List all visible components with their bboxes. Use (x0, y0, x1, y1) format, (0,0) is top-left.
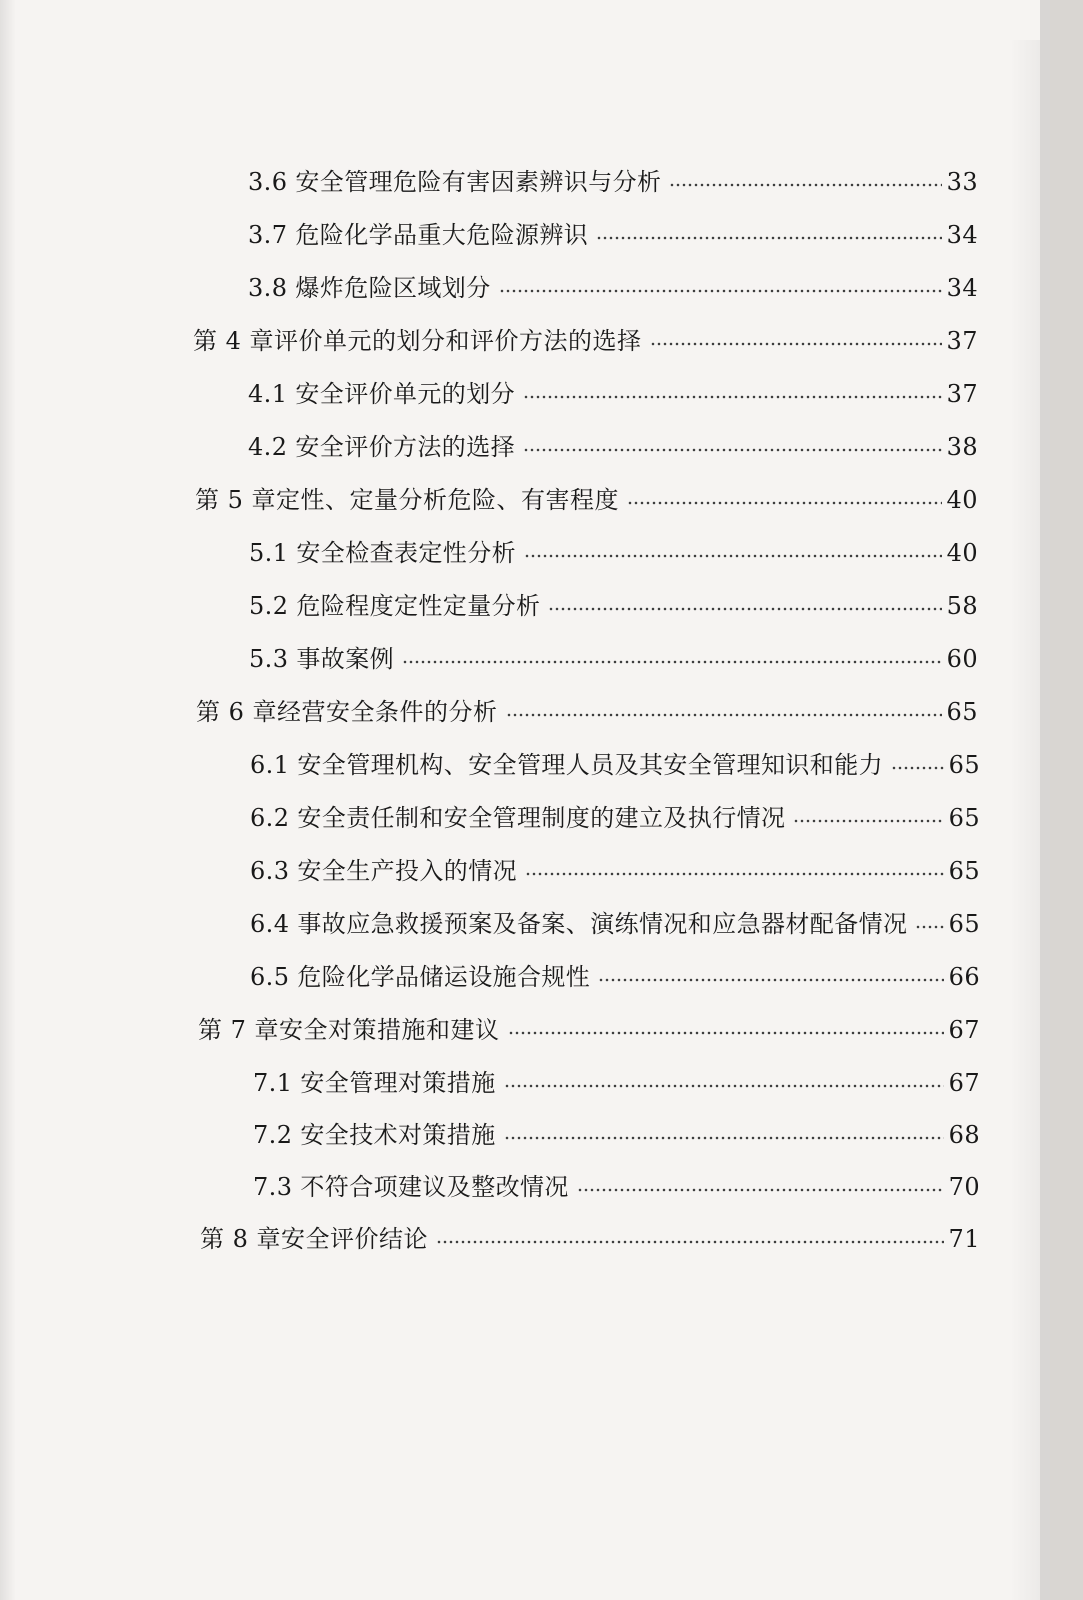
toc-entry-3-8 (248, 261, 978, 301)
toc-dot-leader (523, 392, 942, 402)
toc-entry-title: 4.1 安全评价单元的划分 (248, 379, 515, 408)
toc-dot-leader (499, 286, 942, 296)
toc-entry-7-3 (253, 1160, 980, 1200)
toc-entry-7-2 (253, 1108, 980, 1148)
toc-page-number: 38 (946, 432, 978, 461)
toc-entry-3-6 (248, 155, 978, 195)
toc-entry-title: 5.2 危险程度定性定量分析 (249, 591, 541, 620)
toc-dot-leader (524, 551, 942, 561)
toc-entry-title: 4.2 安全评价方法的选择 (248, 432, 515, 461)
toc-entry-chapter-6 (196, 685, 978, 725)
toc-entry-title: 3.8 爆炸危险区域划分 (248, 273, 491, 302)
toc-entry-title: 第 5 章定性、定量分析危险、有害程度 (195, 485, 620, 514)
toc-entry-title: 3.6 安全管理危险有害因素辨识与分析 (248, 167, 662, 196)
toc-page-number: 37 (946, 326, 978, 355)
toc-entry-title: 第 7 章安全对策措施和建议 (198, 1015, 500, 1044)
toc-entry-chapter-8 (200, 1212, 980, 1252)
toc-entry-title: 6.2 安全责任制和安全管理制度的建立及执行情况 (250, 803, 786, 832)
toc-dot-leader (523, 445, 942, 455)
toc-entry-title: 第 8 章安全评价结论 (200, 1224, 429, 1253)
toc-page-number: 67 (948, 1068, 980, 1097)
toc-page-number: 71 (948, 1224, 980, 1253)
toc-page-number: 65 (948, 803, 980, 832)
toc-page-number: 70 (948, 1172, 980, 1201)
toc-dot-leader (525, 869, 944, 879)
toc-page-number: 65 (946, 697, 978, 726)
toc-entry-title: 6.4 事故应急救援预案及备案、演练情况和应急器材配备情况 (250, 909, 908, 938)
toc-page-number: 65 (948, 856, 980, 885)
toc-entry-chapter-4 (193, 314, 978, 354)
toc-entry-3-7 (248, 208, 978, 248)
toc-dot-leader (506, 710, 942, 720)
toc-dot-leader (627, 498, 942, 508)
toc-entry-title: 第 6 章经营安全条件的分析 (196, 697, 498, 726)
toc-entry-title: 7.1 安全管理对策措施 (253, 1068, 496, 1097)
toc-dot-leader (548, 604, 942, 614)
toc-page-number: 68 (948, 1120, 980, 1149)
toc-dot-leader (504, 1081, 944, 1091)
toc-entry-6-5 (250, 950, 980, 990)
toc-dot-leader (793, 816, 944, 826)
toc-entry-chapter-5 (195, 473, 978, 513)
toc-entry-chapter-7 (198, 1003, 980, 1043)
toc-dot-leader (402, 657, 942, 667)
toc-page-number: 58 (946, 591, 978, 620)
toc-entry-title: 第 4 章评价单元的划分和评价方法的选择 (193, 326, 642, 355)
toc-entry-6-3 (250, 844, 980, 884)
toc-dot-leader (669, 180, 942, 190)
toc-entry-title: 6.3 安全生产投入的情况 (250, 856, 517, 885)
toc-page-number: 65 (948, 750, 980, 779)
toc-dot-leader (504, 1133, 944, 1143)
toc-dot-leader (596, 233, 942, 243)
toc-entry-5-2 (249, 579, 978, 619)
toc-dot-leader (598, 975, 944, 985)
toc-page-number: 34 (946, 220, 978, 249)
toc-entry-4-1 (248, 367, 978, 407)
toc-dot-leader (891, 763, 944, 773)
toc-entry-title: 6.1 安全管理机构、安全管理人员及其安全管理知识和能力 (250, 750, 883, 779)
toc-entry-6-1 (250, 738, 980, 778)
toc-page-number: 37 (946, 379, 978, 408)
toc-dot-leader (915, 922, 944, 932)
toc-dot-leader (577, 1185, 944, 1195)
toc-entry-title: 7.2 安全技术对策措施 (253, 1120, 496, 1149)
toc-page-number: 67 (948, 1015, 980, 1044)
toc-entry-4-2 (248, 420, 978, 460)
toc-page-number: 40 (946, 485, 978, 514)
toc-dot-leader (436, 1237, 944, 1247)
toc-entry-6-4 (250, 897, 980, 937)
toc-dot-leader (650, 339, 942, 349)
toc-entry-title: 5.1 安全检查表定性分析 (249, 538, 516, 567)
toc-entry-7-1 (253, 1056, 980, 1096)
toc-entry-title: 5.3 事故案例 (249, 644, 394, 673)
toc-entry-title: 6.5 危险化学品储运设施合规性 (250, 962, 591, 991)
toc-page-number: 66 (948, 962, 980, 991)
toc-page-number: 34 (946, 273, 978, 302)
toc-page-number: 40 (946, 538, 978, 567)
toc-dot-leader (508, 1028, 944, 1038)
toc-page-number: 33 (946, 167, 978, 196)
toc-entry-5-1 (249, 526, 978, 566)
toc-page-number: 65 (948, 909, 980, 938)
toc-entry-title: 7.3 不符合项建议及整改情况 (253, 1172, 569, 1201)
toc-entry-title: 3.7 危险化学品重大危险源辨识 (248, 220, 589, 249)
toc-page-number: 60 (946, 644, 978, 673)
toc-entry-6-2 (250, 791, 980, 831)
toc-entry-5-3 (249, 632, 978, 672)
